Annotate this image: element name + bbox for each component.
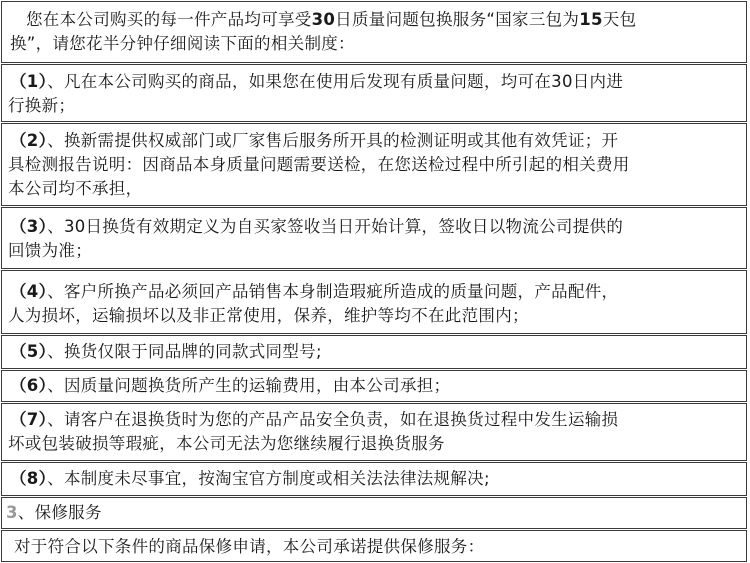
section-heading bbox=[6, 501, 746, 525]
rule-text: 具检测报告说明：因商品本身质量问题需要送检，在您送检过程中所引起的相关费用 bbox=[8, 155, 630, 174]
rule-text: 、请客户在退换货时为您的产品产品安全负责，如在退换货过程中发生运输损 bbox=[47, 410, 619, 429]
rule-6-row bbox=[1, 370, 747, 402]
rule-2-row bbox=[1, 123, 747, 206]
rule-7-row bbox=[1, 403, 747, 461]
footer-text: 对于符合以下条件的商品保修申请，本公司承诺提供保修服务： bbox=[14, 537, 485, 556]
footer-row bbox=[1, 530, 747, 562]
rule-text: 本公司均不承担， bbox=[8, 179, 143, 198]
rule-text: 、因质量问题换货所产生的运输费用，由本公司承担； bbox=[47, 376, 451, 395]
rule-text: 、换新需提供权威部门或厂家售后服务所开具的检测证明或其他有效凭证；开 bbox=[47, 131, 619, 150]
rule-text: 、换货仅限于同品牌的同款式同型号; bbox=[47, 342, 322, 361]
rule-number: （4） bbox=[10, 282, 48, 301]
rule-4-row bbox=[1, 270, 747, 334]
rule-text: 、30日换货有效期定义为自买家签收当日开始计算，签收日以物流公司提供的 bbox=[47, 217, 624, 236]
rule-1-row bbox=[1, 64, 747, 122]
rule-text: 坏或包装破损等瑕疵，本公司无法为您继续履行退换货服务 bbox=[8, 434, 445, 453]
rule-text: 、客户所换产品必须回产品销售本身制造瑕疵所造成的质量问题，产品配件， bbox=[47, 282, 619, 301]
rule-number: （1） bbox=[10, 72, 48, 91]
rule-5-row bbox=[1, 335, 747, 369]
rule-text: 人为损坏，运输损坏以及非正常使用，保养，维护等均不在此范围内； bbox=[8, 306, 529, 325]
intro-line-1: 您在本公司购买的每一件产品均可享受30日质量问题包换服务“国家三包为15天包 bbox=[26, 10, 637, 29]
rule-text: 、凡在本公司购买的商品，如果您在使用后发现有质量问题，均可在30日内进 bbox=[47, 72, 624, 91]
rule-8-row bbox=[1, 462, 747, 496]
rule-number: （3） bbox=[10, 217, 48, 236]
rule-3-row bbox=[1, 207, 747, 269]
rule-text: 、本制度未尽事宜，按淘宝官方制度或相关法法律法规解决; bbox=[47, 469, 490, 488]
rule-text: 行换新； bbox=[8, 96, 76, 115]
intro-line-2: 换”，请您花半分钟仔细阅读下面的相关制度： bbox=[10, 34, 355, 53]
section-number: 3 bbox=[6, 503, 18, 522]
intro-row bbox=[1, 1, 747, 63]
rule-number: （2） bbox=[10, 131, 48, 150]
rule-text: 回馈为准； bbox=[8, 241, 92, 260]
rule-number: （6） bbox=[10, 376, 48, 395]
section-title: 、保修服务 bbox=[17, 503, 102, 522]
section-heading-row bbox=[1, 497, 747, 529]
rule-number: （8） bbox=[10, 469, 48, 488]
rule-number: （7） bbox=[10, 410, 48, 429]
rule-number: （5） bbox=[10, 342, 48, 361]
